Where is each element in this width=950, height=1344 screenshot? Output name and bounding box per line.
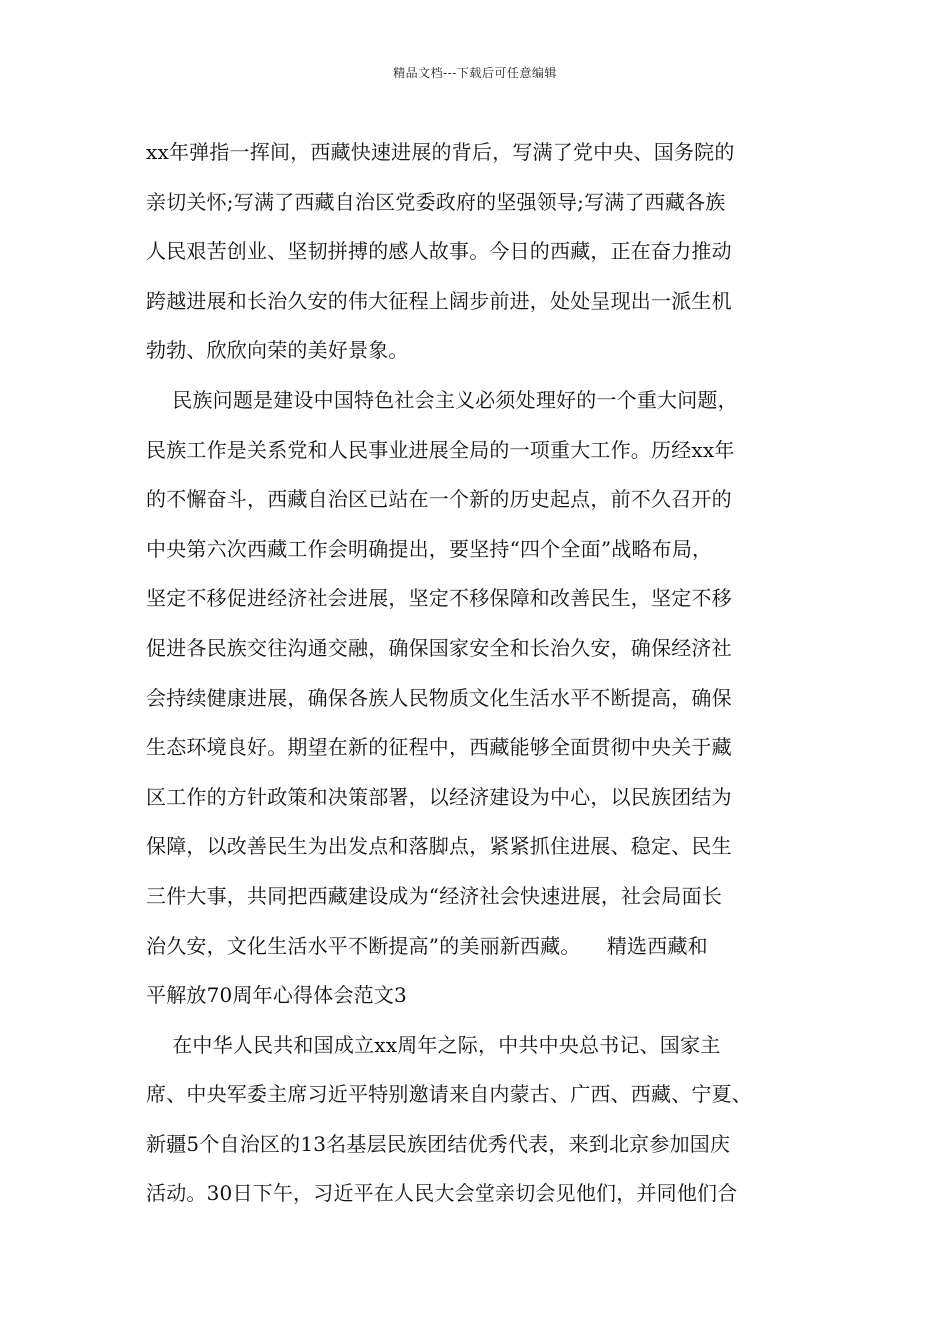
text-line: 人民艰苦创业、坚韧拼搏的感人故事。今日的西藏，正在奋力推动 [146,239,732,264]
text-line: 活动。30日下午，习近平在人民大会堂亲切会见他们，并同他们合 [146,1181,738,1206]
text-line: 促进各民族交往沟通交融，确保国家安全和长治久安，确保经济社 [146,635,732,660]
text-line: 在中华人民共和国成立xx周年之际，中共中央总书记、国家主 [146,1032,721,1057]
text-line: 新疆5个自治区的13名基层民族团结优秀代表，来到北京参加国庆 [146,1131,731,1156]
text-line: 中央第六次西藏工作会明确提出，要坚持“四个全面”战略布局， [146,536,713,561]
text-line: 勃勃、欣欣向荣的美好景象。 [146,338,409,363]
text-line: 坚定不移促进经济社会进展，坚定不移保障和改善民生，坚定不移 [146,586,732,611]
body-text [146,128,806,1219]
text-line: 保障，以改善民生为出发点和落脚点，紧紧抓住进展、稳定、民生 [146,834,732,859]
text-line: 的不懈奋斗，西藏自治区已站在一个新的历史起点，前不久召开的 [146,487,732,512]
text-line: 会持续健康进展，确保各族人民物质文化生活水平不断提高，确保 [146,685,732,710]
text-line: xx年弹指一挥间，西藏快速进展的背后，写满了党中央、国务院的 [146,140,735,164]
text-line: 亲切关怀;写满了西藏自治区党委政府的坚强领导;写满了西藏各族 [146,189,726,214]
text-line: 三件大事，共同把西藏建设成为“经济社会快速进展，社会局面长 [146,883,723,908]
text-line: 跨越进展和长治久安的伟大征程上阔步前进，处处呈现出一派生机 [146,288,732,313]
page-header: 精品文档---下载后可任意编辑 [393,66,557,80]
text-line: 民族问题是建设中国特色社会主义必须处理好的一个重大问题， [146,387,738,412]
text-line: 区工作的方针政策和决策部署，以经济建设为中心，以民族团结为 [146,784,732,809]
text-line: 席、中央军委主席习近平特别邀请来自内蒙古、广西、西藏、宁夏、 [146,1082,752,1107]
text-line: 民族工作是关系党和人民事业进展全局的一项重大工作。历经xx年 [146,437,735,462]
text-line: 治久安，文化生活水平不断提高”的美丽新西藏。 精选西藏和 [146,933,708,958]
text-line: 生态环境良好。期望在新的征程中，西藏能够全面贯彻中央关于藏 [146,735,732,760]
text-line: 平解放70周年心得体会范文3 [146,983,407,1008]
